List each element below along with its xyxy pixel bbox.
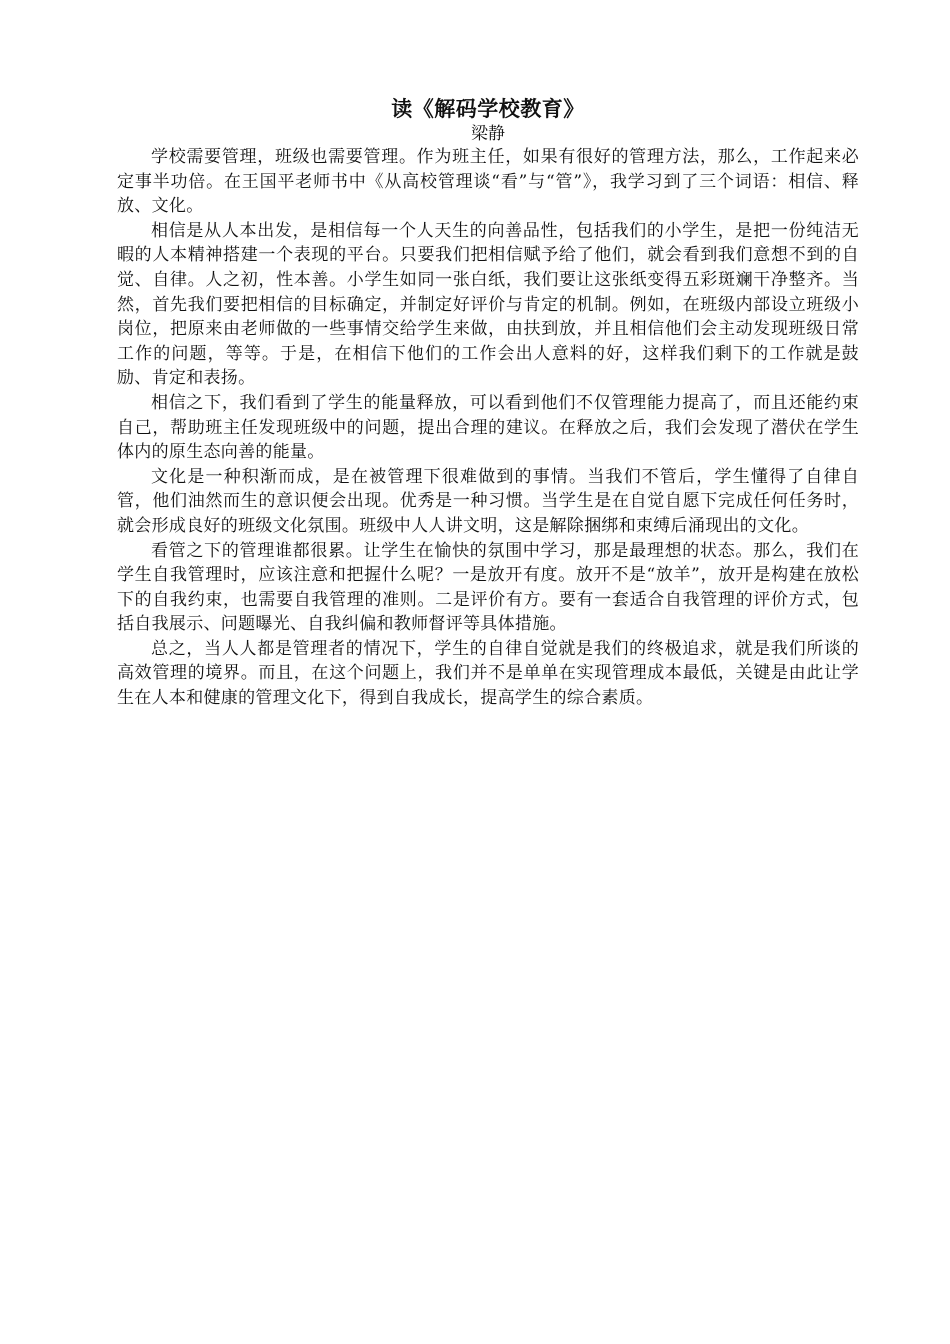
document-title: 读《解码学校教育》: [391, 97, 585, 121]
paragraph-2: 相信是从人本出发，是相信每一个人天生的向善品性，包括我们的小学生，是把一份纯洁无暇的人本精神搭建一个表现的平台。只要我们把相信赋予给了他们，就会看到我们意想不到的自觉、自律。人之初，性本善。小学生如同一张白纸，我们要让这张纸变得五彩斑斓干净整齐。当然，首先我们要把相信的目标确定，并制定好评价与肯定的机制。例如，在班级内部设立班级小岗位，把原来由老师做的一些事情交给学生来做，由扶到放，并且相信他们会主动发现班级日常工作的问题，等等。于是，在相信下他们的工作会出人意料的好，这样我们剩下的工作就是鼓励、肯定和表扬。: [117, 220, 859, 389]
paragraph-1: 学校需要管理，班级也需要管理。作为班主任，如果有很好的管理方法，那么，工作起来必定事半功倍。在王国平老师书中《从高校管理谈“看”与“管”》，我学习到了三个词语：相信、释放、文化。: [117, 147, 859, 217]
paragraph-4: 文化是一种积渐而成，是在被管理下很难做到的事情。当我们不管后，学生懂得了自律自管，他们油然而生的意识便会出现。优秀是一种习惯。当学生是在自觉自愿下完成任何任务时，就会形成良好的班级文化氛围。班级中人人讲文明，这是解除捆绑和束缚后涌现出的文化。: [117, 466, 859, 536]
paragraph-3: 相信之下，我们看到了学生的能量释放，可以看到他们不仅管理能力提高了，而且还能约束自己，帮助班主任发现班级中的问题，提出合理的建议。在释放之后，我们会发现了潜伏在学生体内的原生态向善的能量。: [117, 392, 859, 463]
paragraph-6: 总之，当人人都是管理者的情况下，学生的自律自觉就是我们的终极追求，就是我们所谈的高效管理的境界。而且，在这个问题上，我们并不是单单在实现管理成本最低，关键是由此让学生在人本和健康的管理文化下，得到自我成长，提高学生的综合素质。: [117, 638, 859, 709]
paragraph-5: 看管之下的管理谁都很累。让学生在愉快的氛围中学习，那是最理想的状态。那么，我们在学生自我管理时，应该注意和把握什么呢？一是放开有度。放开不是“放羊”，放开是构建在放松下的自我约束，也需要自我管理的准则。二是评价有方。要有一套适合自我管理的评价方式，包括自我展示、问题曝光、自我纠偏和教师督评等具体措施。: [117, 540, 859, 635]
document-author: 梁静: [471, 124, 505, 144]
document-page: [117, 94, 859, 711]
